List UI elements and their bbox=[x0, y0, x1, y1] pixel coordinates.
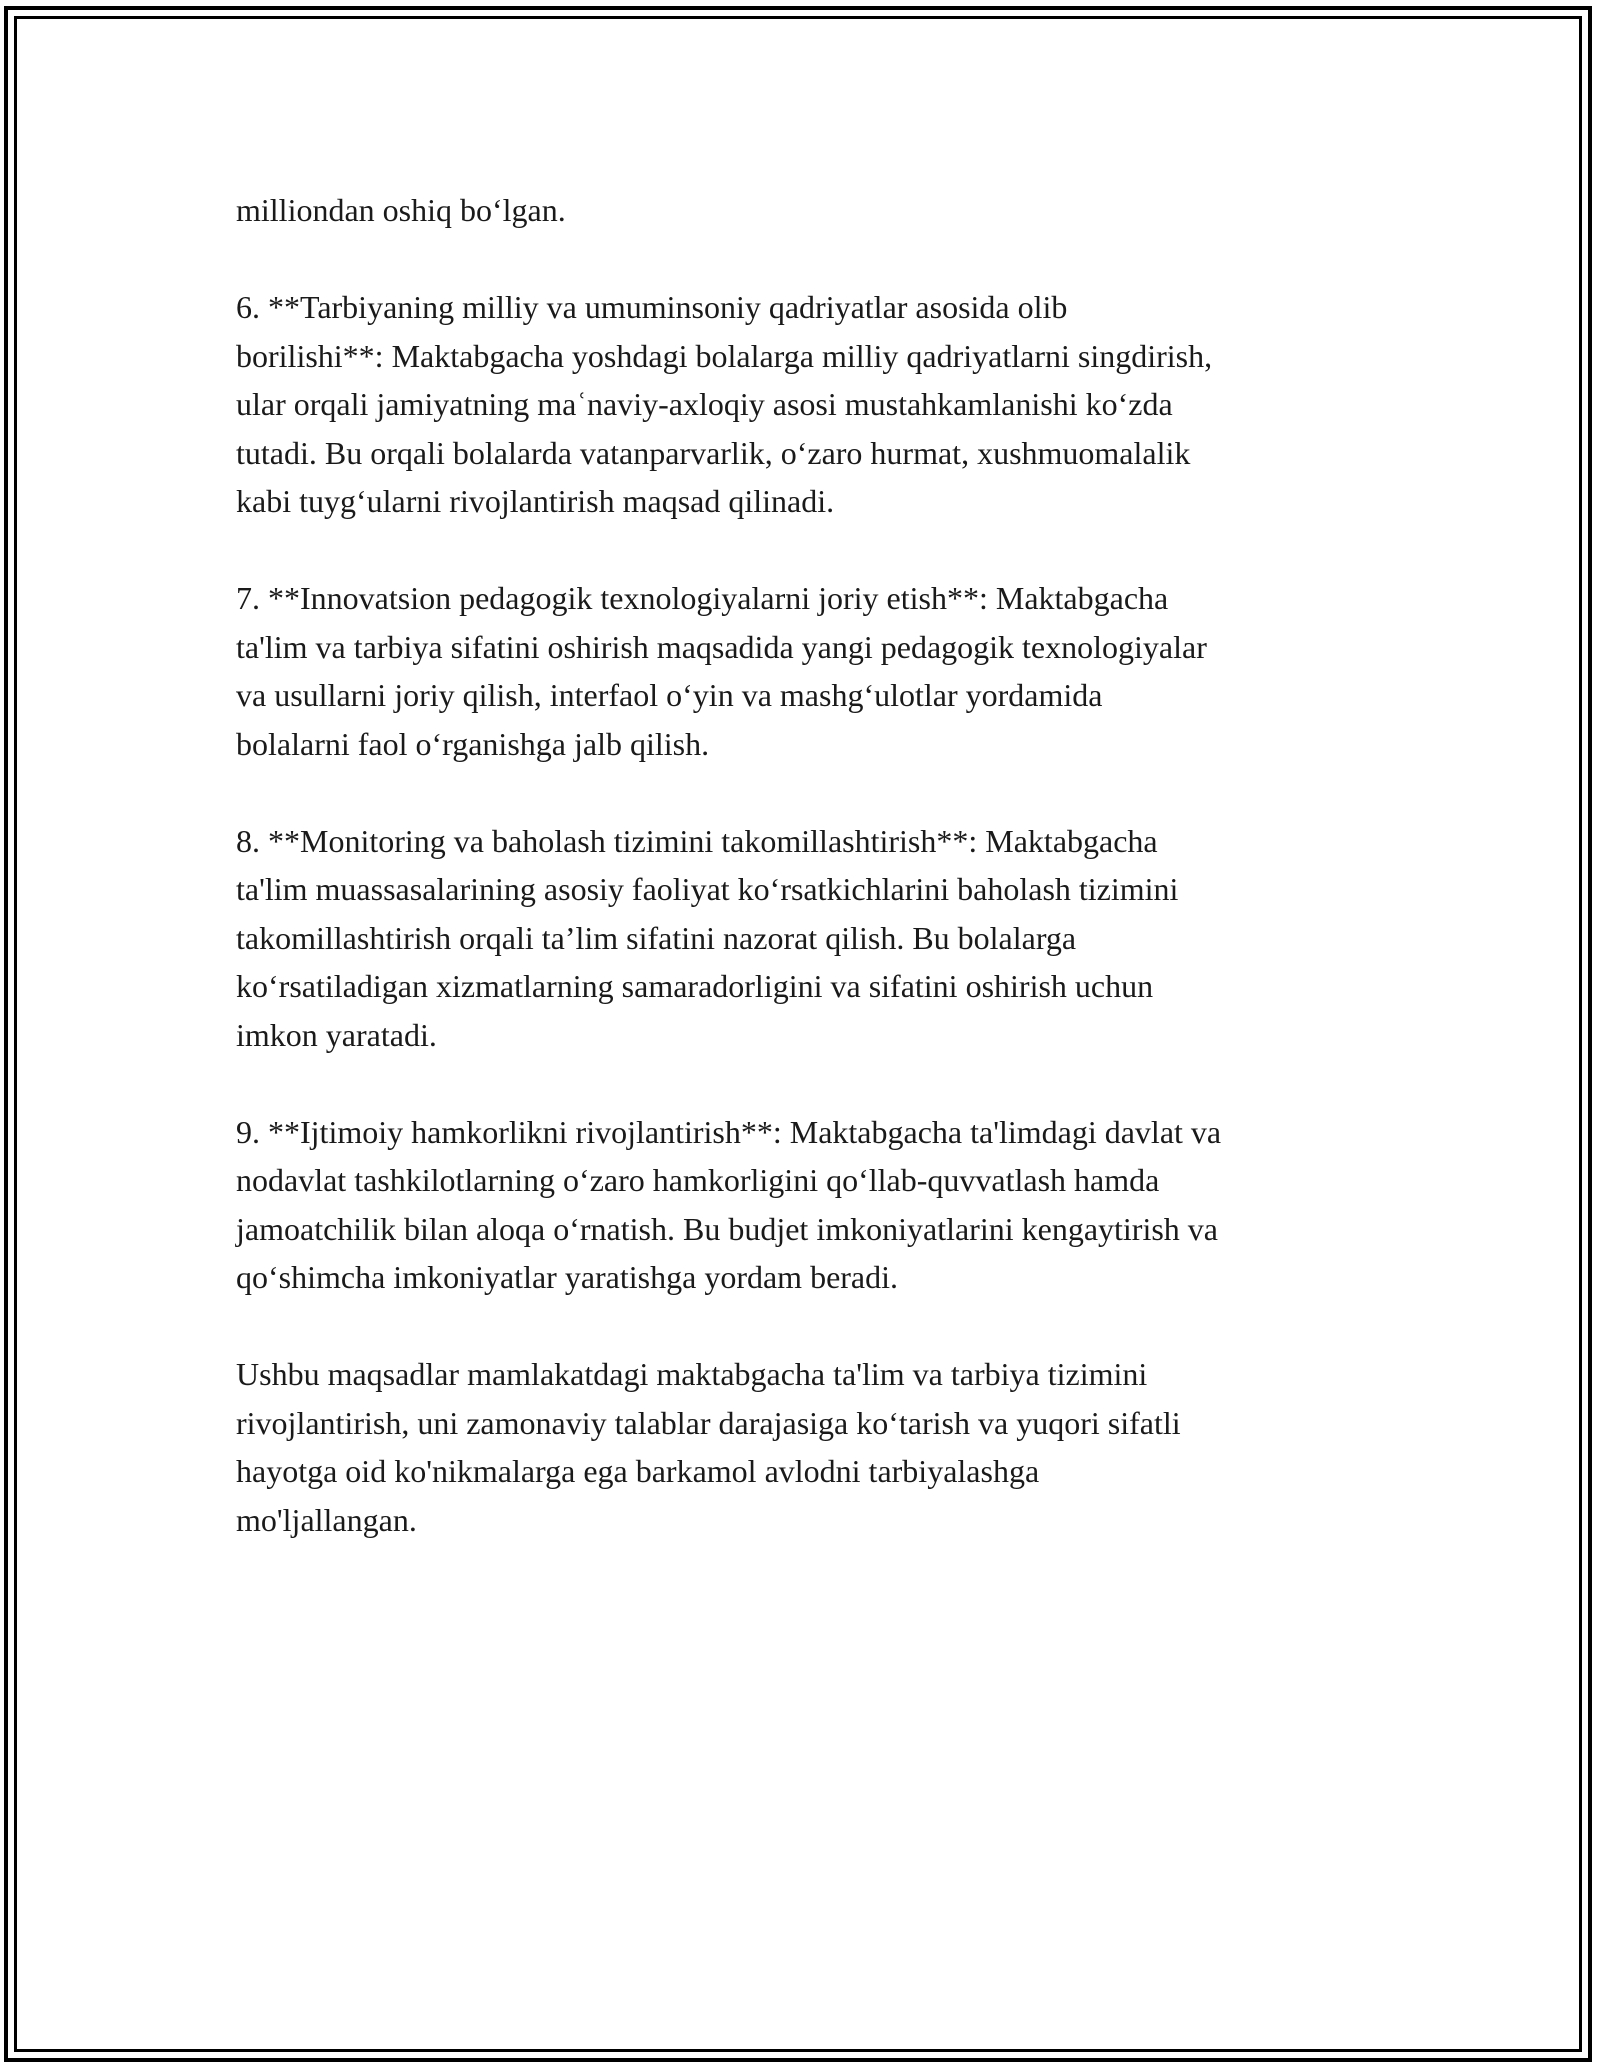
text-line: kabi tuyg‘ularni rivojlantirish maqsad qilinadi. bbox=[236, 483, 835, 519]
text-line: ta'lim va tarbiya sifatini oshirish maqsadida yangi pedagogik texnologiyalar bbox=[236, 628, 1207, 665]
paragraph-intro-tail bbox=[236, 186, 1376, 235]
text-line: jamoatchilik bilan aloqa o‘rnatish. Bu budjet imkoniyatlarini kengaytirish va bbox=[236, 1210, 1218, 1247]
text-line: Ushbu maqsadlar mamlakatdagi maktabgacha ta'lim va tarbiya tizimini bbox=[236, 1356, 1148, 1392]
text-line: takomillashtirish orqali ta’lim sifatini nazorat qilish. Bu bolalarga bbox=[236, 919, 1077, 956]
text-line: ta'lim muassasalarining asosiy faoliyat ko‘rsatkichlarini baholash tizimini bbox=[236, 871, 1179, 907]
text-line: hayotga oid ko'nikmalarga ega barkamol avlodni tarbiyalashga bbox=[236, 1453, 1040, 1489]
text-line: ko‘rsatiladigan xizmatlarning samaradorligini va sifatini oshirish uchun bbox=[236, 968, 1154, 1004]
text-line: milliondan oshiq bo‘lgan. bbox=[236, 192, 566, 228]
paragraph-item-9 bbox=[236, 1108, 1376, 1302]
text-line: 8. **Monitoring va baholash tizimini takomillashtirish**: Maktabgacha bbox=[236, 822, 1158, 859]
paragraph-conclusion bbox=[236, 1350, 1376, 1544]
text-line: 9. **Ijtimoiy hamkorlikni rivojlantirish**: Maktabgacha ta'limdagi davlat va bbox=[236, 1113, 1222, 1150]
paragraph-item-7 bbox=[236, 574, 1376, 768]
document-body bbox=[236, 186, 1376, 1593]
text-line: tutadi. Bu orqali bolalarda vatanparvarlik, o‘zaro hurmat, xushmuomalalik bbox=[236, 434, 1191, 471]
text-line: va usullarni joriy qilish, interfaol o‘yin va mashg‘ulotlar yordamida bbox=[236, 677, 1103, 713]
text-line: nodavlat tashkilotlarning o‘zaro hamkorligini qo‘llab-quvvatlash hamda bbox=[236, 1162, 1160, 1198]
text-line: ular orqali jamiyatning maʿnaviy-axloqiy asosi mustahkamlanishi ko‘zda bbox=[236, 386, 1173, 422]
text-line: bolalarni faol o‘rganishga jalb qilish. bbox=[236, 725, 710, 762]
text-line: 6. **Tarbiyaning milliy va umuminsoniy qadriyatlar asosida olib bbox=[236, 289, 1068, 325]
text-line: mo'ljallangan. bbox=[236, 1501, 417, 1538]
text-line: rivojlantirish, uni zamonaviy talablar darajasiga ko‘tarish va yuqori sifatli bbox=[236, 1404, 1181, 1441]
text-line: imkon yaratadi. bbox=[236, 1016, 437, 1053]
text-line: qo‘shimcha imkoniyatlar yaratishga yordam beradi. bbox=[236, 1259, 899, 1295]
text-line: borilishi**: Maktabgacha yoshdagi bolalarga milliy qadriyatlarni singdirish, bbox=[236, 337, 1213, 374]
paragraph-item-6 bbox=[236, 283, 1376, 526]
paragraph-item-8 bbox=[236, 817, 1376, 1060]
text-line: 7. **Innovatsion pedagogik texnologiyalarni joriy etish**: Maktabgacha bbox=[236, 580, 1169, 616]
